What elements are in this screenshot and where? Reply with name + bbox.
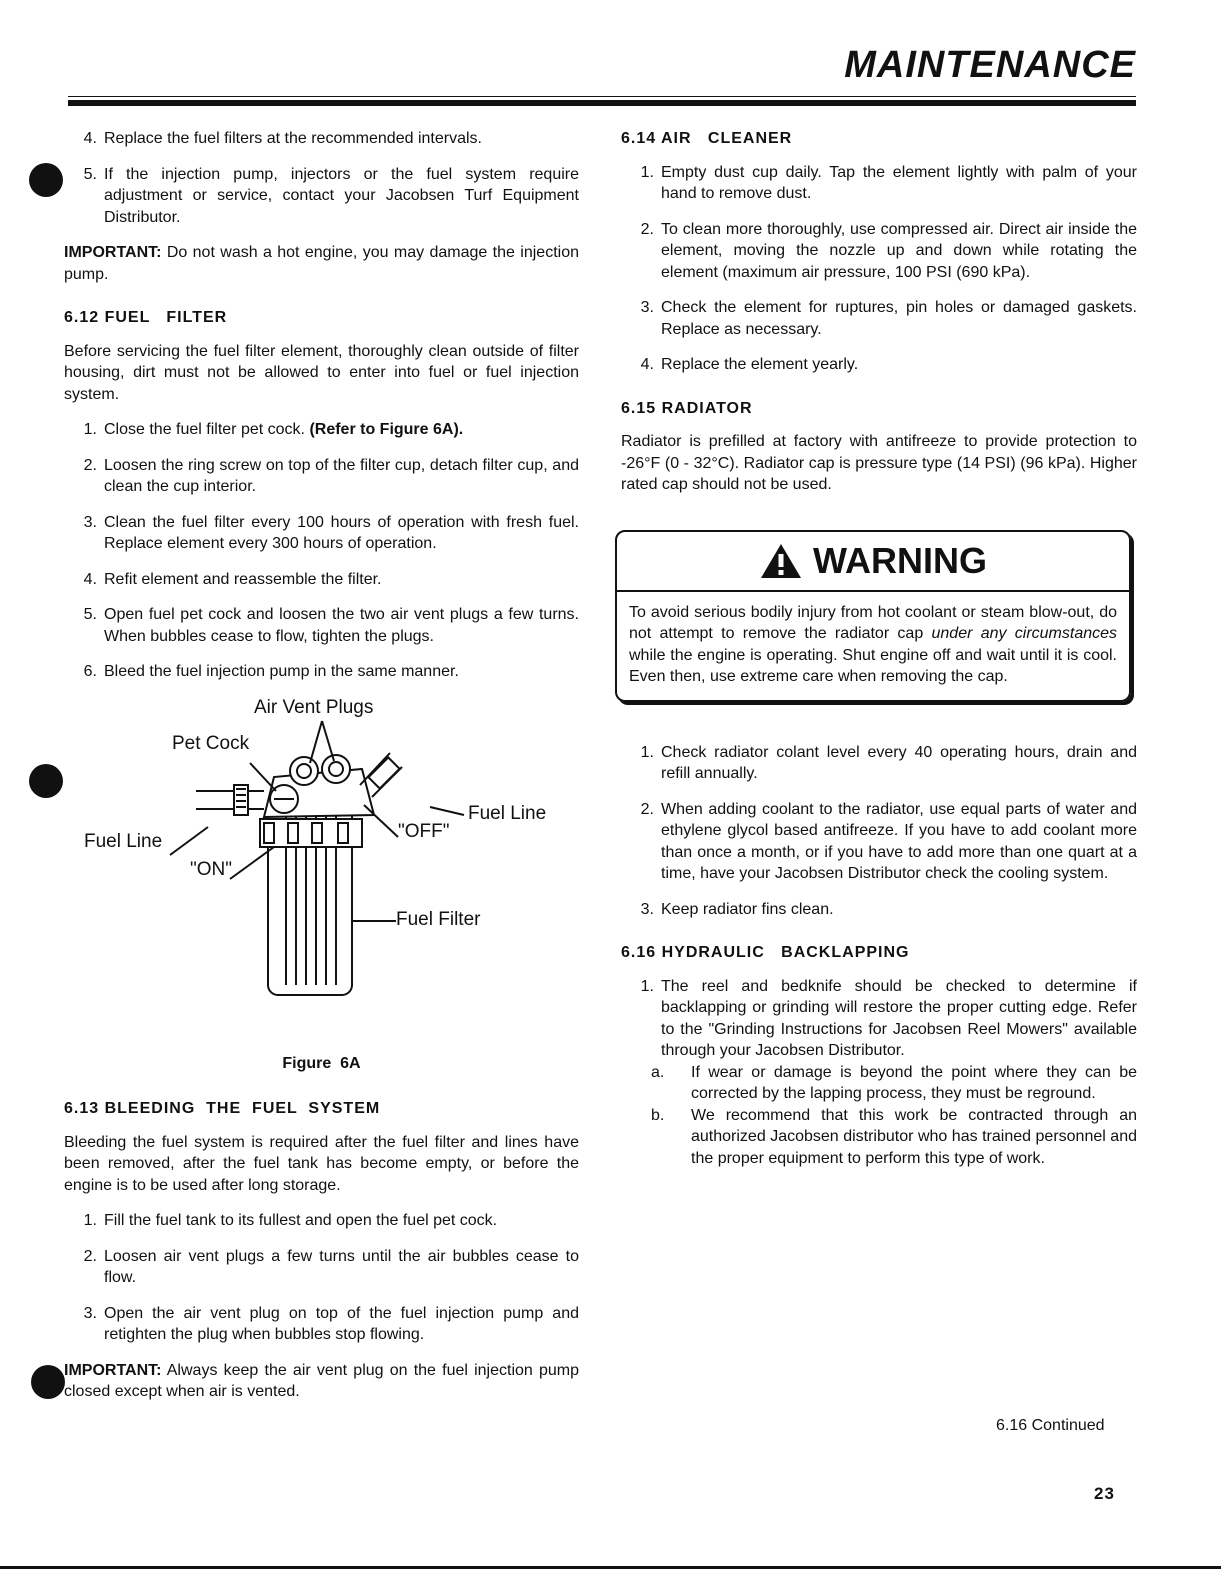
list-item: 1. Close the fuel filter pet cock. (Refer to Figure 6A). xyxy=(83,421,464,438)
label-pet-cock: Pet Cock xyxy=(172,732,250,754)
page-number: 23 xyxy=(1094,1484,1115,1503)
right-column xyxy=(621,128,1137,1169)
fuel-filter-figure xyxy=(64,697,579,1037)
label-fuel-line-left: Fuel Line xyxy=(84,830,163,852)
warning-text: To avoid serious bodily injury from hot coolant or steam blow-out, do not attempt to remove the radiator cap under any circumstances while the engine is operating. Shut engine off and wait until it is cool. Even then, use extreme care when removing the cap. xyxy=(629,603,1118,685)
binder-hole-1 xyxy=(29,163,63,197)
warning-title: WARNING xyxy=(813,539,987,581)
list-item: 1. Fill the fuel tank to its fullest and open the fuel pet cock. xyxy=(83,1212,498,1229)
radiator-intro: Radiator is prefilled at factory with antifreeze to provide protection to -26°F (0 - 32°C). Radiator cap is pressure type (14 PSI) (96 kPa). Higher rated cap should not be used. xyxy=(621,433,1137,493)
list-item: 4. Refit element and reassemble the filter. xyxy=(83,570,382,588)
sub-list-item: b. We recommend that this work be contracted through an authorized Jacobsen distributor who has trained personnel and the proper equipment to perform this type of work. xyxy=(651,1106,1137,1167)
sub-list-item: a. If wear or damage is beyond the point where they can be corrected by the lapping process, they must be reground. xyxy=(651,1063,1137,1102)
section-heading-fuel-filter: 6.12 FUEL FILTER xyxy=(64,309,228,326)
list-item: 3. Keep radiator fins clean. xyxy=(640,900,834,918)
warning-box xyxy=(615,530,1131,702)
fuel-filter-intro: Before servicing the fuel filter element, thoroughly clean outside of filter housing, dirt must not be allowed to enter into fuel or fuel injection system. xyxy=(64,342,579,403)
warning-triangle-icon xyxy=(759,542,803,580)
list-item: 5. If the injection pump, injectors or the fuel system require adjustment or service, contact your Jacobsen Turf Equipment Distributor. xyxy=(83,165,579,226)
continued-note: 6.16 Continued xyxy=(996,1417,1105,1434)
list-item: 4. Replace the element yearly. xyxy=(640,356,859,373)
header-rule-thick xyxy=(68,100,1136,106)
list-item: 6. Bleed the fuel injection pump in the same manner. xyxy=(83,663,459,680)
list-item: 3. Check the element for ruptures, pin holes or damaged gaskets. Replace as necessary. xyxy=(640,299,1137,338)
label-on: "ON" xyxy=(190,858,232,880)
fuel-filter-illustration xyxy=(64,697,579,1037)
label-off: "OFF" xyxy=(398,820,450,842)
list-item: 2. Loosen air vent plugs a few turns until the air bubbles cease to flow. xyxy=(83,1247,579,1286)
label-air-vent-plugs: Air Vent Plugs xyxy=(254,696,374,718)
bottom-rule xyxy=(0,1566,1221,1569)
section-heading-radiator: 6.15 RADIATOR xyxy=(621,399,753,417)
list-item: 3. Clean the fuel filter every 100 hours of operation with fresh fuel. Replace element every 300 hours of operation. xyxy=(83,513,579,552)
list-item: 5. Open fuel pet cock and loosen the two air vent plugs a few turns. When bubbles cease to flow, tighten the plugs. xyxy=(83,606,579,645)
important-note: IMPORTANT: Always keep the air vent plug on the fuel injection pump closed except when air is vented. xyxy=(64,1361,579,1400)
section-heading-air-cleaner: 6.14 AIR CLEANER xyxy=(621,130,793,147)
section-heading-backlapping: 6.16 HYDRAULIC BACKLAPPING xyxy=(621,944,910,961)
binder-hole-3 xyxy=(31,1365,65,1399)
warning-header xyxy=(617,532,1129,592)
list-item: 3. Open the air vent plug on top of the fuel injection pump and retighten the plug when bubbles stop flowing. xyxy=(83,1304,579,1343)
page-header-title: MAINTENANCE xyxy=(844,44,1136,86)
binder-hole-2 xyxy=(29,764,63,798)
list-item: 2. Loosen the ring screw on top of the filter cup, detach filter cup, and clean the cup interior. xyxy=(83,456,579,495)
list-item: 1. The reel and bedknife should be checked to determine if backlapping or grinding will restore the proper cutting edge. Refer to the "Grinding Instructions for Jacobsen Reel Mowers" available through your Jacobsen Distributor. xyxy=(640,977,1137,1059)
list-item: 2. To clean more thoroughly, use compressed air. Direct air inside the element, moving the nozzle up and down while rotating the element (maximum air pressure, 100 PSI (690 kPa). xyxy=(640,220,1137,281)
label-fuel-line-right: Fuel Line xyxy=(468,802,547,824)
list-item: 2. When adding coolant to the radiator, use equal parts of water and ethylene glycol based antifreeze. If you have to add coolant more than once a month, or if you have to add more than one quart at a time, have your Jacobsen Distributor check the cooling system. xyxy=(640,800,1137,882)
label-fuel-filter: Fuel Filter xyxy=(396,908,481,930)
figure-caption: Figure 6A xyxy=(282,1054,361,1072)
list-item: 4. Replace the fuel filters at the recommended intervals. xyxy=(83,130,482,147)
list-item: 1. Check radiator colant level every 40 operating hours, drain and refill annually. xyxy=(640,743,1137,782)
left-column xyxy=(64,128,579,1417)
list-item: 1. Empty dust cup daily. Tap the element lightly with palm of your hand to remove dust. xyxy=(640,163,1137,202)
bleeding-intro: Bleeding the fuel system is required after the fuel filter and lines have been removed, after the fuel tank has become empty, or before the engine is to be used after long storage. xyxy=(64,1133,579,1194)
header-rule-thin xyxy=(68,96,1136,97)
section-heading-bleeding: 6.13 BLEEDING THE FUEL SYSTEM xyxy=(64,1100,381,1117)
important-note: IMPORTANT: Do not wash a hot engine, you may damage the injection pump. xyxy=(64,244,579,283)
